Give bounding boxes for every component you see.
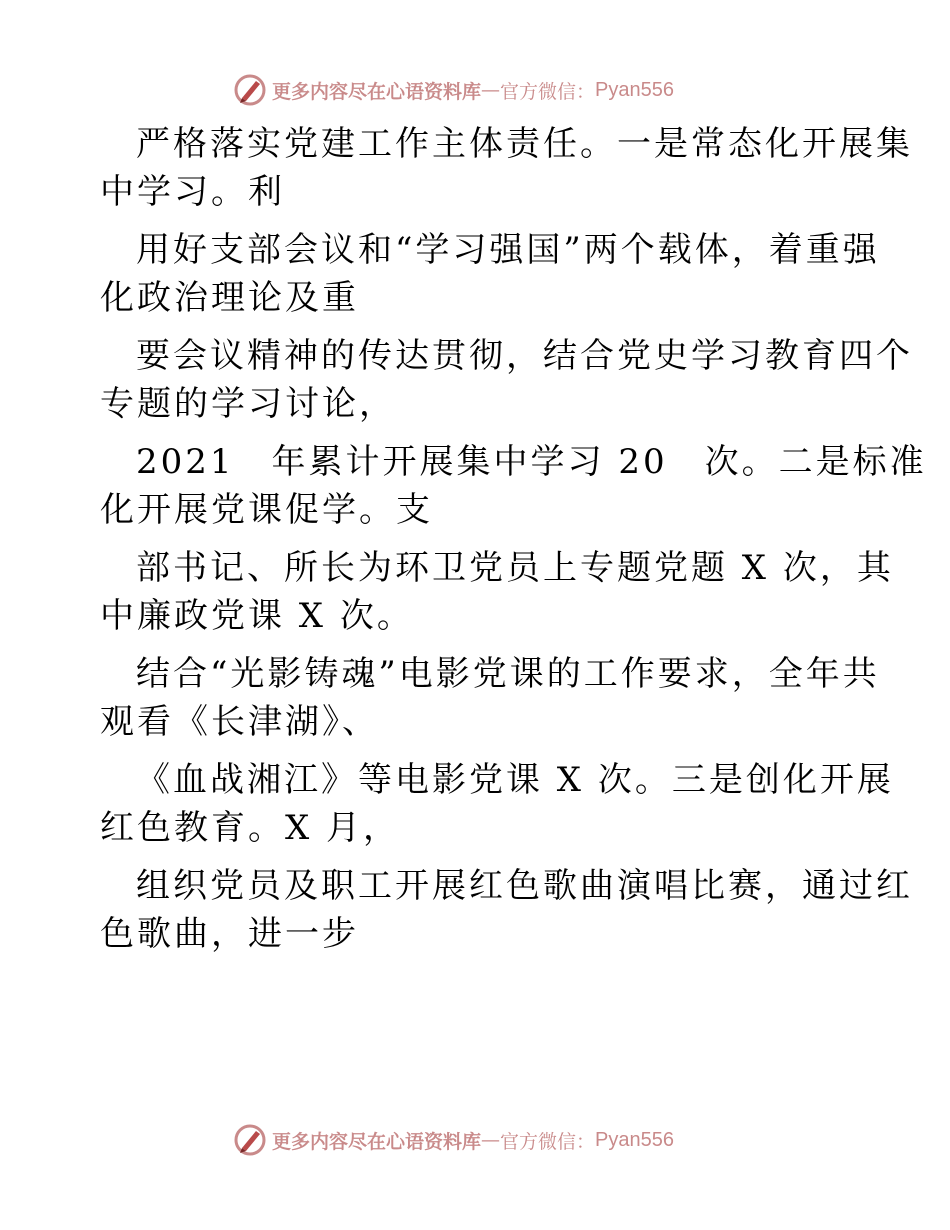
body-line: 用好支部会议和“学习强国”两个载体，着重强 [136,230,880,270]
body-line: 红色教育。X 月， [100,808,401,848]
watermark-dash: — [481,79,501,101]
body-line: 中学习。利 [100,172,285,212]
watermark-wechat-label: 官方微信： [500,80,596,103]
document-body [100,120,927,958]
body-line: 化开展党课促学。支 [100,490,433,530]
watermark-dash: — [481,1129,501,1151]
body-line: 化政治理论及重 [100,278,359,318]
body-line: 2021 年累计开展集中学习 20 次。二是标准 [136,442,927,482]
pen-circle-logo-icon [232,1122,268,1158]
body-line: 结合“光影铸魂”电影党课的工作要求，全年共 [136,654,880,694]
body-line: 观看《长津湖》、 [100,702,379,742]
body-line: 部书记、所长为环卫党员上专题党题 X 次，其 [136,548,894,588]
body-line: 组织党员及职工开展红色歌曲演唱比赛，通过红 [136,866,913,906]
watermark-wechat-label: 官方微信： [500,1130,596,1153]
watermark-wechat-id: Pyan556 [595,78,674,101]
body-line: 要会议精神的传达贯彻，结合党史学习教育四个 [136,336,913,376]
footer-watermark [232,1120,752,1160]
watermark-site-text: 更多内容尽在心语资料库 [272,80,482,103]
pen-circle-logo-icon [232,72,268,108]
body-line: 中廉政党课 X 次。 [100,596,414,636]
body-line: 色歌曲，进一步 [100,914,359,954]
body-line: 《血战湘江》等电影党课 X 次。三是创化开展 [136,760,894,800]
watermark-site-text: 更多内容尽在心语资料库 [272,1130,482,1153]
body-line: 严格落实党建工作主体责任。一是常态化开展集 [136,124,913,164]
header-watermark [232,70,752,110]
body-line: 专题的学习讨论， [100,384,396,424]
watermark-wechat-id: Pyan556 [595,1128,674,1151]
